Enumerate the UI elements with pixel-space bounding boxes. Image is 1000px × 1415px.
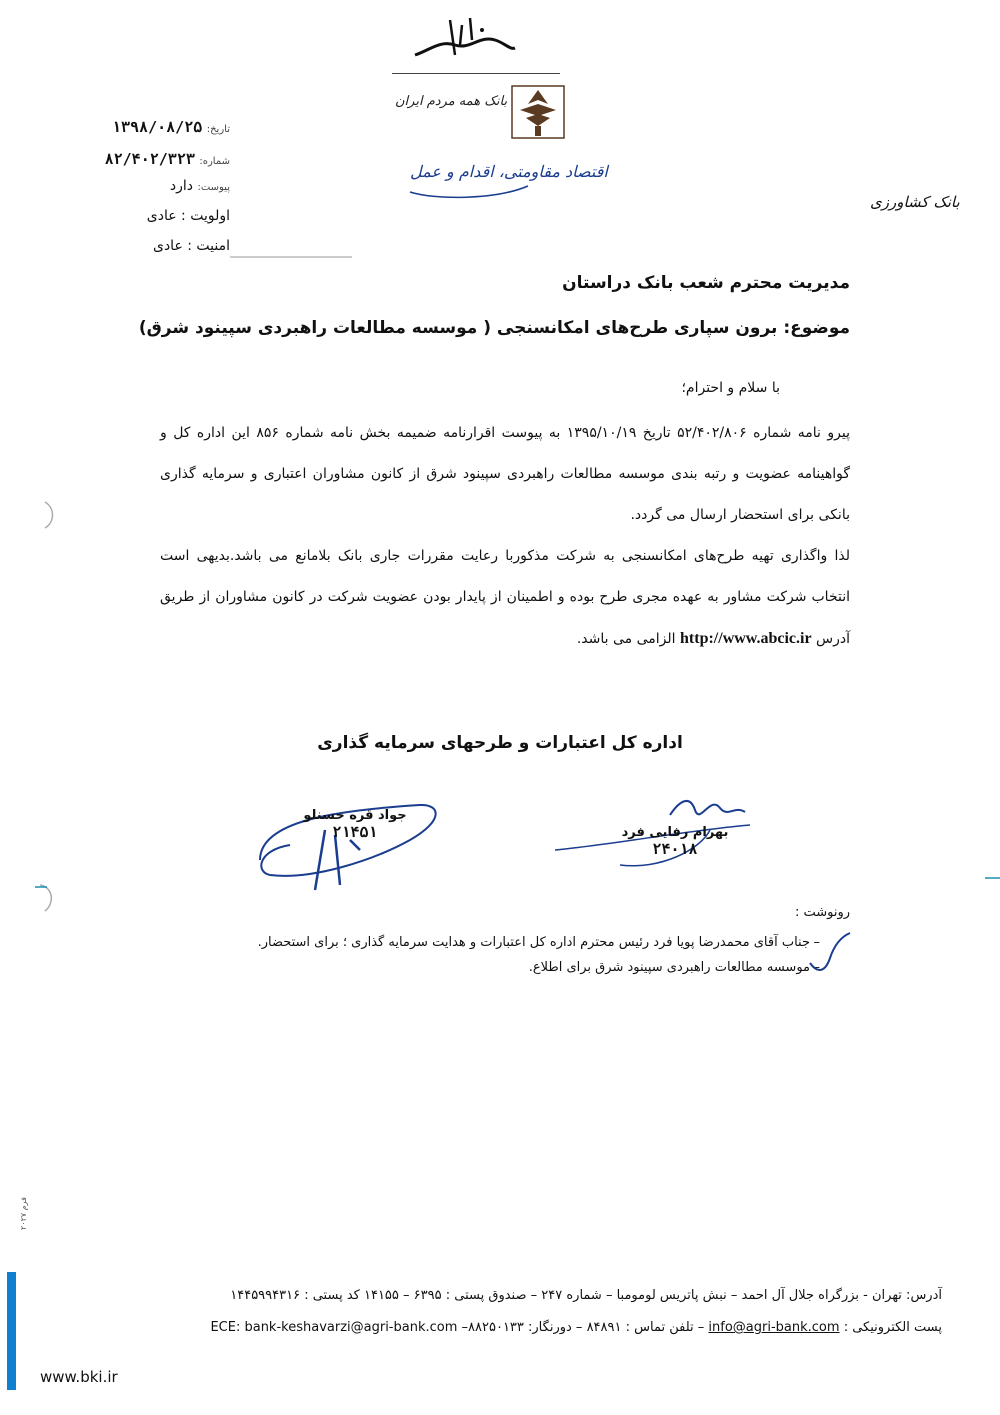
meta-date	[112, 118, 230, 136]
signatory-right-name: بهرام رفایی فرد	[621, 825, 729, 840]
addressee: مدیریت محترم شعب بانک دراستان	[562, 273, 850, 293]
date-value: ۱۳۹۸/۰۸/۲۵	[111, 118, 203, 136]
bank-emblem-icon	[508, 82, 568, 142]
ece-address: ECE: bank-keshavarzi@agri-bank.com	[210, 1320, 458, 1335]
punch-mark	[40, 500, 60, 530]
bank-name-signature: بانک کشاورزی	[870, 193, 960, 211]
meta-number	[105, 150, 230, 168]
signatory-right-number: ۲۴۰۱۸	[652, 840, 698, 858]
footer-address: آدرس: تهران - بزرگراه جلال آل احمد – نبش پاتریس لومومبا – شماره ۲۴۷ – صندوق پستی : ۶۳۹۵ – ۱۴۱۵۵ کد پستی : ۱۴۴۵۹۹۴۳۱۶	[230, 1288, 942, 1303]
number-value: ۸۲/۴۰۲/۳۲۳	[104, 150, 195, 168]
date-label: تاریخ:	[206, 124, 230, 135]
calligraphy-logo	[400, 10, 520, 70]
checkmark-icon	[805, 928, 855, 978]
number-label: شماره:	[199, 156, 230, 167]
paragraph-2-end: الزامی می باشد.	[576, 631, 676, 647]
abcic-url: http://www.abcic.ir	[680, 630, 812, 647]
subject-line: موضوع: برون سپاری طرح‌های امکانسنجی ( موسسه مطالعات راهبردی سپینود شرق)	[138, 318, 850, 338]
cc-label: رونوشت :	[794, 905, 850, 920]
department-signoff: اداره کل اعتبارات و طرحهای سرمایه گذاری	[317, 733, 683, 753]
footer-contact	[210, 1320, 942, 1335]
motto: اقتصاد مقاومتی، اقدام و عمل	[410, 162, 608, 181]
greeting: با سلام و احترام؛	[681, 380, 780, 396]
punch-mark	[35, 883, 60, 913]
header-divider	[392, 73, 560, 74]
paragraph-1: پیرو نامه شماره ۵۲/۴۰۲/۸۰۶ تاریخ ۱۳۹۵/۱۰/۱۹ به پیوست اقرارنامه ضمیمه بخش نامه شماره ۸۵۶ این اداره کل و گواهینامه عضویت و رتبه بندی موسسه مطالعات راهبردی سپینود شرق از کانون مشاوران اعتباری و سرمایه گذاری بانکی برای استحضار ارسال می گردد.	[160, 425, 850, 523]
signature-scribble-left	[250, 790, 450, 900]
email-link[interactable]: info@agri-bank.com	[708, 1320, 840, 1335]
signatory-left-number: ۲۱۴۵۱	[332, 823, 378, 841]
signatory-left	[300, 808, 410, 841]
attachment-value: دارد	[169, 178, 193, 194]
attachment-label: پیوست:	[197, 182, 230, 193]
cc-bullet: –	[813, 935, 820, 950]
bank-slogan: بانک همه مردم ایران	[395, 94, 508, 109]
meta-attachment	[170, 178, 230, 194]
phone-fax: – تلفن تماس : ۸۴۸۹۱ – دورنگار: ۸۸۲۵۰۱۳۳–	[461, 1320, 705, 1335]
paragraph-2-text: لذا واگذاری تهیه طرح‌های امکانسنجی به شرکت مذکوربا رعایت مقررات جاری بانک بلامانع می باشد.بدیهی است انتخاب شرکت مشاور به عهده مجری طرح بوده و اطمینان از پایدار بودن عضویت شرکت در کانون مشاوران از طریق آدرس	[160, 548, 850, 647]
paragraph-2	[160, 536, 850, 660]
website[interactable]: www.bki.ir	[40, 1368, 118, 1386]
meta-divider	[230, 255, 352, 259]
signatory-right	[620, 825, 730, 858]
cc-bullet: –	[813, 960, 820, 975]
form-code: فرم ۲۰۲۷	[19, 1197, 28, 1230]
meta-security: امنیت : عادی	[152, 238, 230, 254]
meta-priority: اولویت : عادی	[146, 208, 230, 224]
signatory-left-name: جواد قره حسنلو	[303, 808, 407, 823]
email-label: پست الکترونیکی :	[843, 1320, 942, 1335]
side-color-bar	[7, 1272, 16, 1390]
cc-item-1: جناب آقای محمدرضا پویا فرد رئیس محترم اداره کل اعتبارات و هدایت سرمایه گذاری ؛ برای استحضار.	[257, 935, 810, 950]
edge-mark	[985, 875, 1000, 881]
cc-item-2: موسسه مطالعات راهبردی سپینود شرق برای اطلاع.	[528, 960, 810, 975]
